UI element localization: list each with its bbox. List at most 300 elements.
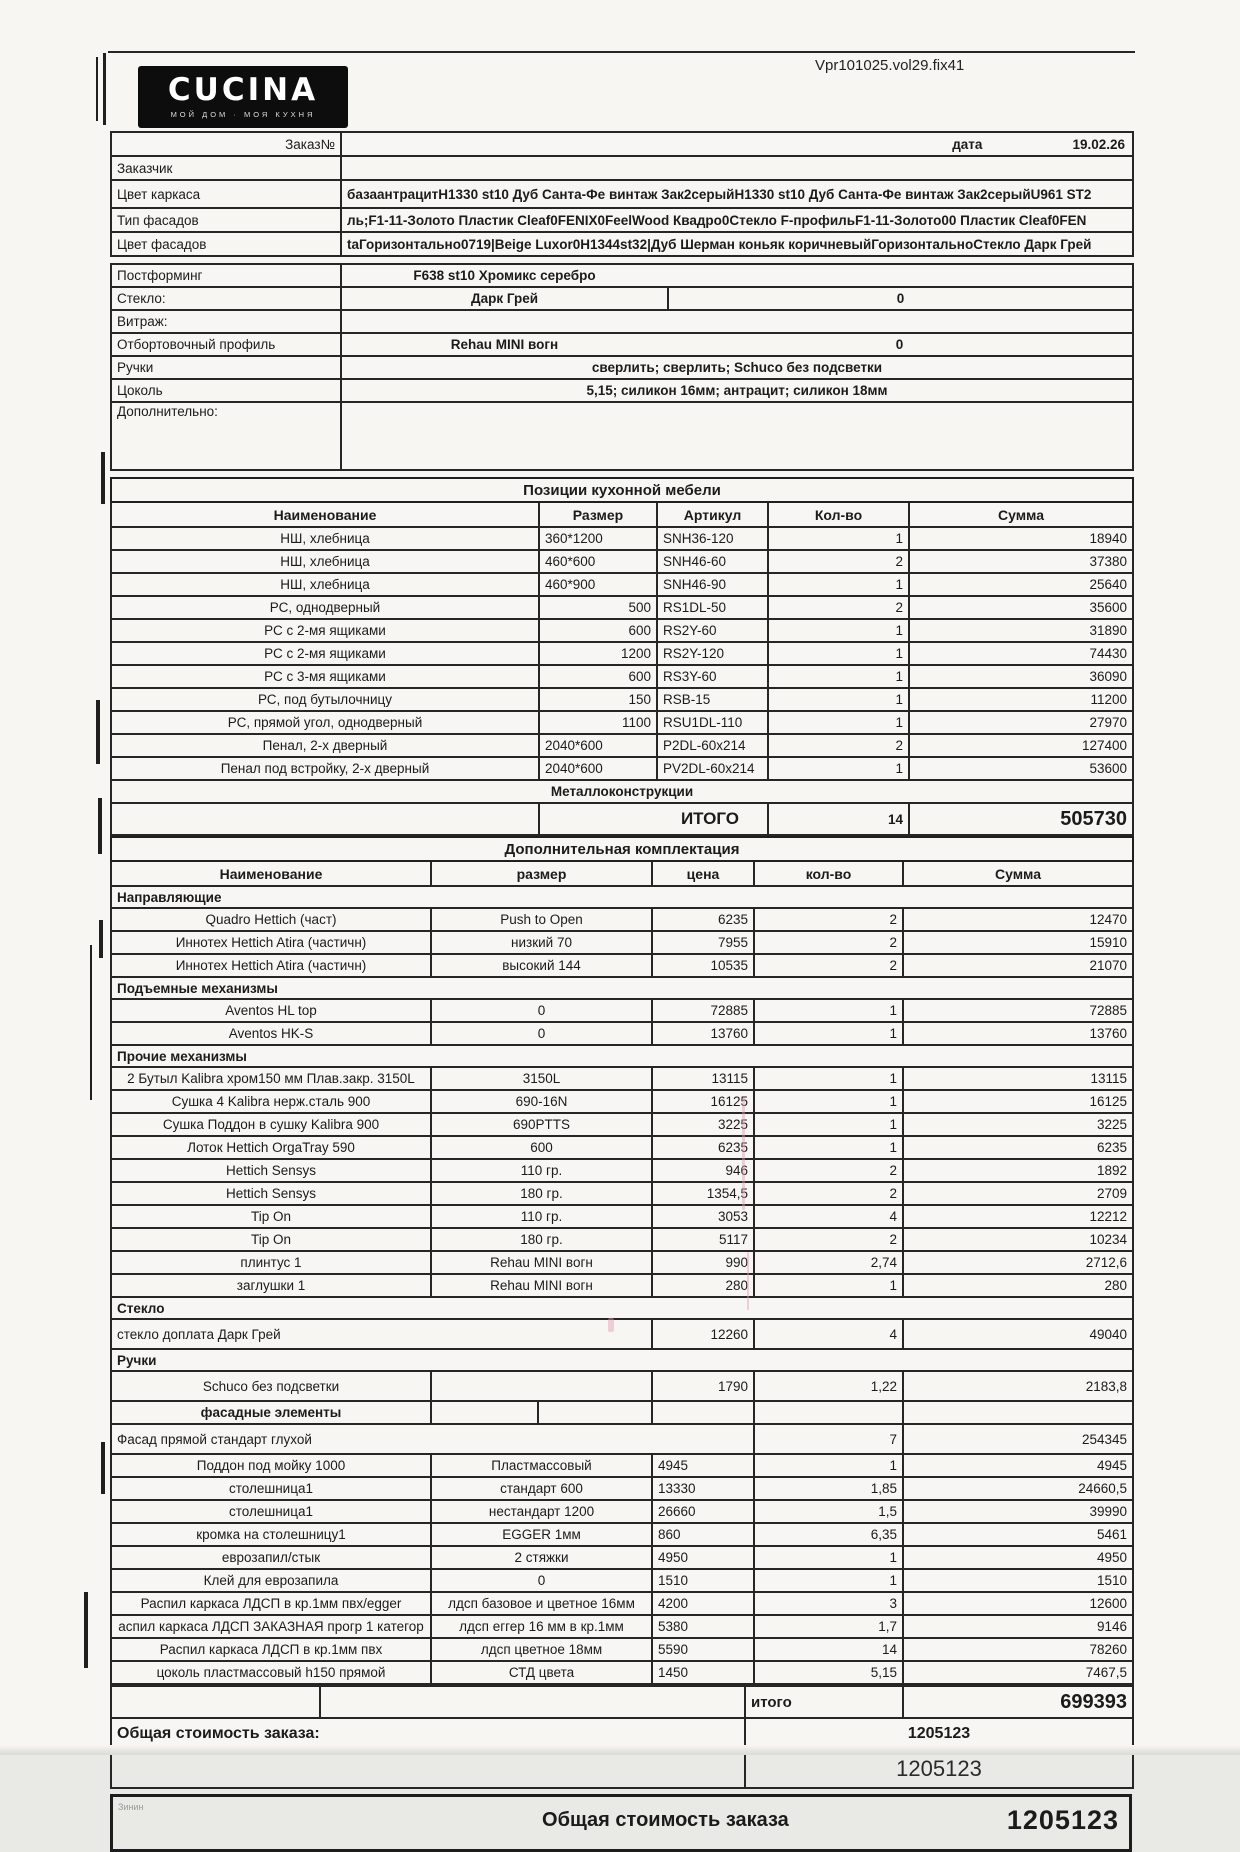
extra-sum: 12600: [903, 1592, 1133, 1615]
extra-name: аспил каркаса ЛДСП ЗАКАЗНАЯ прогр 1 категор: [111, 1615, 431, 1638]
extra-price: 946: [652, 1159, 754, 1182]
extra-price: 13330: [652, 1477, 754, 1500]
position-qty: 1: [768, 688, 909, 711]
table-row: [111, 1424, 1133, 1454]
extra-qty: 2: [754, 908, 903, 931]
position-name: Пенал под встройку, 2-х дверный: [111, 757, 539, 780]
extra-qty: 14: [754, 1638, 903, 1661]
extra-qty: 6,35: [754, 1523, 903, 1546]
position-article: SNH46-60: [657, 550, 768, 573]
metal-header: Металлоконструкции: [111, 780, 1133, 803]
extra-price: 5117: [652, 1228, 754, 1251]
profile-extra: 0: [895, 337, 904, 352]
total-label: ИТОГО: [539, 803, 768, 835]
scan-artifact: [96, 57, 98, 121]
col-header-size: размер: [431, 861, 652, 886]
extra-sum: 12470: [903, 908, 1133, 931]
position-size: 600: [539, 619, 657, 642]
brand-name: CUCINA: [167, 72, 319, 108]
glass-label: Стекло:: [111, 287, 341, 310]
extra-qty: 2: [754, 1228, 903, 1251]
table-row: [111, 711, 1133, 734]
extra-name: еврозапил/стык: [111, 1546, 431, 1569]
table-row: [111, 1228, 1133, 1251]
table-row: [111, 1319, 1133, 1349]
extra-name: Сушка 4 Kalibra нерж.сталь 900: [111, 1090, 431, 1113]
table-row: [111, 1090, 1133, 1113]
extra-price: 3053: [652, 1205, 754, 1228]
extra-qty: 1: [754, 1569, 903, 1592]
position-name: НШ, хлебница: [111, 573, 539, 596]
extra-price: 1450: [652, 1661, 754, 1684]
extra-qty: 1,22: [754, 1371, 903, 1401]
position-qty: 1: [768, 665, 909, 688]
col-header-sum: Сумма: [903, 861, 1133, 886]
extra-qty: 1: [754, 999, 903, 1022]
extra-sum: 16125: [903, 1090, 1133, 1113]
extra-sum: 280: [903, 1274, 1133, 1297]
extra-name: столешница1: [111, 1477, 431, 1500]
extra-name: Aventos HK-S: [111, 1022, 431, 1045]
facade-type-label: Тип фасадов: [111, 208, 341, 232]
extra-price: 6235: [652, 908, 754, 931]
position-qty: 2: [768, 596, 909, 619]
position-qty: 2: [768, 550, 909, 573]
position-name: РС, под бутылочницу: [111, 688, 539, 711]
table-row: [111, 180, 1133, 208]
table-row: [111, 1182, 1133, 1205]
extra-size: Rehau MINI вогн: [431, 1274, 652, 1297]
plinth-value-cell: [341, 379, 1133, 402]
position-name: РС с 2-мя ящиками: [111, 619, 539, 642]
position-article: P2DL-60x214: [657, 734, 768, 757]
extra-price: 1354,5: [652, 1182, 754, 1205]
customer-value: [341, 156, 1133, 180]
extra-sum: 78260: [903, 1638, 1133, 1661]
extra-qty: 1: [754, 1274, 903, 1297]
position-name: НШ, хлебница: [111, 550, 539, 573]
extra-qty: 1: [754, 1546, 903, 1569]
brand-tagline: МОЙ ДОМ · МОЯ КУХНЯ: [170, 110, 316, 119]
position-qty: 1: [768, 619, 909, 642]
table-row: [111, 1371, 1133, 1401]
extra-price: 4200: [652, 1592, 754, 1615]
extra-size: Rehau MINI вогн: [431, 1251, 652, 1274]
extra-sum: 254345: [903, 1424, 1133, 1454]
position-sum: 35600: [909, 596, 1133, 619]
scan-artifact: [103, 53, 106, 125]
extra-price: 860: [652, 1523, 754, 1546]
extra-sum: 4945: [903, 1454, 1133, 1477]
grand-total-value: 1205123: [745, 1718, 1133, 1750]
table-row: [111, 1523, 1133, 1546]
plinth-label: Цоколь: [111, 379, 341, 402]
glass-value: Дарк Грей: [470, 291, 539, 306]
table-row: [111, 908, 1133, 931]
extra-name: Quadro Hettich (част): [111, 908, 431, 931]
plinth-value: 5,15; силикон 16мм; антрацит; силикон 18мм: [586, 383, 888, 398]
table-row: [111, 757, 1133, 780]
extra-name: стекло доплата Дарк Грей: [111, 1319, 652, 1349]
extra-qty: 2,74: [754, 1251, 903, 1274]
extra-size: лдсп еггер 16 мм в кр.1мм: [431, 1615, 652, 1638]
extra-qty: 1: [754, 1454, 903, 1477]
scan-artifact: [101, 452, 105, 504]
positions-title: Позиции кухонной мебели: [111, 478, 1133, 502]
extra-name: Иннотех Hettich Atira (частичн): [111, 954, 431, 977]
table-row: [111, 573, 1133, 596]
position-article: RS1DL-50: [657, 596, 768, 619]
scan-artifact: [96, 700, 100, 764]
total-sum: 505730: [909, 803, 1133, 835]
extra-qty: 1,7: [754, 1615, 903, 1638]
scan-artifact: [99, 920, 103, 958]
extra-sum: 1892: [903, 1159, 1133, 1182]
extra-size: 110 гр.: [431, 1205, 652, 1228]
table-row: [111, 1205, 1133, 1228]
extra-qty: 1: [754, 1113, 903, 1136]
section-title: Подъемные механизмы: [111, 977, 1133, 999]
positions-title-row: [111, 478, 1133, 502]
final-total-bar: [110, 1794, 1132, 1852]
signature: Зинин: [118, 1802, 144, 1812]
table-row: [111, 619, 1133, 642]
extras-table: [110, 836, 1134, 1685]
extra-price: 4945: [652, 1454, 754, 1477]
extra-size: 110 гр.: [431, 1159, 652, 1182]
extra-name: Иннотех Hettich Atira (частичн): [111, 931, 431, 954]
section-title: Направляющие: [111, 886, 1133, 908]
extra-qty: 2: [754, 1182, 903, 1205]
profile-label: Отбортовочный профиль: [111, 333, 341, 356]
order-date-cell: [341, 132, 1133, 156]
table-row: [111, 931, 1133, 954]
extra-sum: 5461: [903, 1523, 1133, 1546]
profile-value: Rehau MINI вогн: [450, 337, 559, 352]
facade-type-value: ль;F1-11-Золото Пластик Cleaf0FENIX0FeelWood Квадро0Стекло F-профильF1-11-Золото00 Пластик Cleaf0FEN: [341, 208, 1133, 232]
position-article: SNH46-90: [657, 573, 768, 596]
table-row: [111, 1113, 1133, 1136]
scan-pink-streak: [747, 1252, 749, 1310]
position-size: 2040*600: [539, 757, 657, 780]
document-body: [110, 131, 1132, 1852]
extra-size: 2 стяжки: [431, 1546, 652, 1569]
positions-table: [110, 477, 1134, 836]
subtotal-row: [111, 1686, 1133, 1718]
table-row: [111, 402, 1133, 470]
extra-name: Распил каркаса ЛДСП в кр.1мм пвх/egger: [111, 1592, 431, 1615]
position-article: RS2Y-60: [657, 619, 768, 642]
extra-sum: 7467,5: [903, 1661, 1133, 1684]
col-header-qty: Кол-во: [768, 502, 909, 527]
split-cell: [431, 1401, 652, 1424]
table-row: [111, 954, 1133, 977]
extra-name: столешница1: [111, 1500, 431, 1523]
extra-sum: 2709: [903, 1182, 1133, 1205]
position-sum: 36090: [909, 665, 1133, 688]
scan-line-top: [108, 51, 1135, 53]
extra-price: 16125: [652, 1090, 754, 1113]
extra-size: Пластмассовый: [431, 1454, 652, 1477]
table-row: [111, 356, 1133, 379]
table-row: [111, 1251, 1133, 1274]
table-row: [111, 999, 1133, 1022]
position-sum: 74430: [909, 642, 1133, 665]
order-no-label: Заказ№: [111, 132, 341, 156]
extra-qty: 1: [754, 1090, 903, 1113]
facade-color-label: Цвет фасадов: [111, 232, 341, 256]
table-row: [111, 1454, 1133, 1477]
table-row: [111, 527, 1133, 550]
extra-size: 690PTTS: [431, 1113, 652, 1136]
extra-size: 600: [431, 1136, 652, 1159]
extra-sum: 4950: [903, 1546, 1133, 1569]
table-row: [111, 1159, 1133, 1182]
extra-name: Клей для еврозапила: [111, 1569, 431, 1592]
extra-sum: 72885: [903, 999, 1133, 1022]
position-size: 500: [539, 596, 657, 619]
extra-price: 7955: [652, 931, 754, 954]
table-row: [111, 287, 1133, 310]
scan-pink-streak: [742, 1098, 745, 1210]
postforming-value: F638 st10 Хромикс серебро: [413, 268, 596, 283]
position-sum: 11200: [909, 688, 1133, 711]
carcass-color-value: базаантрацитH1330 st10 Дуб Санта-Фе винтаж Зак2серыйH1330 st10 Дуб Санта-Фе винтаж Зак2серыйU961 ST2: [341, 180, 1133, 208]
position-name: РС с 3-мя ящиками: [111, 665, 539, 688]
extra-qty: 2: [754, 931, 903, 954]
extra-sum: 15910: [903, 931, 1133, 954]
carcass-color-label: Цвет каркаса: [111, 180, 341, 208]
scan-artifact: [101, 1442, 105, 1494]
extra-name: Hettich Sensys: [111, 1182, 431, 1205]
extra-name: Поддон под мойку 1000: [111, 1454, 431, 1477]
position-size: 150: [539, 688, 657, 711]
extra-sum: 2712,6: [903, 1251, 1133, 1274]
position-qty: 1: [768, 711, 909, 734]
footer-table: [110, 1685, 1134, 1789]
extra-size: 690-16N: [431, 1090, 652, 1113]
position-qty: 1: [768, 527, 909, 550]
extra-size: 180 гр.: [431, 1182, 652, 1205]
extra-sum: 2183,8: [903, 1371, 1133, 1401]
extra-name: Tip On: [111, 1205, 431, 1228]
position-qty: 2: [768, 734, 909, 757]
date-value: 19.02.26: [1072, 136, 1125, 152]
table-row: [111, 734, 1133, 757]
position-size: 1200: [539, 642, 657, 665]
grand-total-row-2: [111, 1750, 1133, 1788]
customer-label: Заказчик: [111, 156, 341, 180]
table-row: [111, 665, 1133, 688]
handles-label: Ручки: [111, 356, 341, 379]
table-row: [111, 1592, 1133, 1615]
total-spacer: [111, 803, 539, 835]
extra-sum: 39990: [903, 1500, 1133, 1523]
position-size: 360*1200: [539, 527, 657, 550]
extra-size: стандарт 600: [431, 1477, 652, 1500]
col-header-name: Наименование: [111, 861, 431, 886]
table-row: [111, 264, 1133, 287]
extra-sum: 10234: [903, 1228, 1133, 1251]
extra-name: Фасад прямой стандарт глухой: [111, 1424, 754, 1454]
spec-table: [110, 263, 1134, 471]
extra-name: Распил каркаса ЛДСП в кр.1мм пвх: [111, 1638, 431, 1661]
position-sum: 25640: [909, 573, 1133, 596]
extra-sum: 49040: [903, 1319, 1133, 1349]
extra-price: 13760: [652, 1022, 754, 1045]
position-article: SNH36-120: [657, 527, 768, 550]
postforming-value-cell: [341, 264, 1133, 287]
positions-header-row: [111, 502, 1133, 527]
extra-price: 5590: [652, 1638, 754, 1661]
extra-price: 12260: [652, 1319, 754, 1349]
table-row: [111, 1022, 1133, 1045]
extra-sum: 13115: [903, 1067, 1133, 1090]
table-row: [111, 1615, 1133, 1638]
total-qty: 14: [768, 803, 909, 835]
vitrage-value: [341, 310, 1133, 333]
extra-qty: 7: [754, 1424, 903, 1454]
additional-label: Дополнительно:: [111, 402, 341, 470]
col-header-price: цена: [652, 861, 754, 886]
position-article: RSU1DL-110: [657, 711, 768, 734]
section-row: [111, 977, 1133, 999]
extra-qty: 2: [754, 954, 903, 977]
final-total-value: 1205123: [1006, 1805, 1119, 1835]
table-row: [111, 1274, 1133, 1297]
position-article: RS3Y-60: [657, 665, 768, 688]
extra-name: Tip On: [111, 1228, 431, 1251]
extra-size: нестандарт 1200: [431, 1500, 652, 1523]
extra-price: 1510: [652, 1569, 754, 1592]
position-sum: 18940: [909, 527, 1133, 550]
positions-total-row: [111, 803, 1133, 835]
extra-name: Aventos HL top: [111, 999, 431, 1022]
position-name: Пенал, 2-х дверный: [111, 734, 539, 757]
extra-sum: 1510: [903, 1569, 1133, 1592]
section-title: Ручки: [111, 1349, 1133, 1371]
date-label: дата: [952, 136, 983, 152]
table-row: [111, 642, 1133, 665]
table-row: [111, 232, 1133, 256]
table-row: [111, 1638, 1133, 1661]
extra-price: 280: [652, 1274, 754, 1297]
table-row: [111, 333, 1133, 356]
extra-price: 4950: [652, 1546, 754, 1569]
table-row: [111, 1546, 1133, 1569]
position-size: 1100: [539, 711, 657, 734]
extra-qty: 4: [754, 1205, 903, 1228]
extra-price: 5380: [652, 1615, 754, 1638]
postforming-label: Постформинг: [111, 264, 341, 287]
extra-sum: 3225: [903, 1113, 1133, 1136]
scan-artifact: [84, 1592, 88, 1668]
position-size: 460*900: [539, 573, 657, 596]
position-qty: 1: [768, 573, 909, 596]
position-sum: 127400: [909, 734, 1133, 757]
section-row: [111, 1045, 1133, 1067]
extra-name: цоколь пластмассовый h150 прямой: [111, 1661, 431, 1684]
extra-size: высокий 144: [431, 954, 652, 977]
extra-price: 13115: [652, 1067, 754, 1090]
position-article: RSB-15: [657, 688, 768, 711]
glass-extra: 0: [667, 288, 1132, 309]
extra-size: СТД цвета: [431, 1661, 652, 1684]
extra-sum: 9146: [903, 1615, 1133, 1638]
subtotal-label: итого: [745, 1686, 903, 1718]
extra-name: Hettich Sensys: [111, 1159, 431, 1182]
extra-size: 0: [431, 999, 652, 1022]
subheader-row: [111, 1401, 1133, 1424]
table-row: [111, 132, 1133, 156]
handles-value-cell: [341, 356, 1133, 379]
table-row: [111, 1661, 1133, 1684]
facade-color-value: taГоризонтально0719|Beige Luxor0H1344st32|Дуб Шерман коньяк коричневыйГоризонтальноСтекло Дарк Грей: [341, 232, 1133, 256]
extra-size: EGGER 1мм: [431, 1523, 652, 1546]
table-row: [111, 596, 1133, 619]
extra-name: заглушки 1: [111, 1274, 431, 1297]
grand-total-value-2: 1205123: [745, 1750, 1133, 1788]
section-title: Прочие механизмы: [111, 1045, 1133, 1067]
table-row: [111, 550, 1133, 573]
subheader-title: фасадные элементы: [111, 1401, 431, 1424]
grand-total-label: Общая стоимость заказа:: [111, 1718, 745, 1750]
extra-qty: 1: [754, 1067, 903, 1090]
position-name: РС с 2-мя ящиками: [111, 642, 539, 665]
position-name: РС, прямой угол, однодверный: [111, 711, 539, 734]
extra-size: 0: [431, 1022, 652, 1045]
handles-value: сверлить; сверлить; Schuco без подсветки: [591, 360, 883, 375]
extra-qty: 1: [754, 1136, 903, 1159]
position-name: НШ, хлебница: [111, 527, 539, 550]
table-row: [111, 1500, 1133, 1523]
extra-name: Schuco без подсветки: [111, 1371, 431, 1401]
extra-qty: 1,5: [754, 1500, 903, 1523]
extra-qty: 2: [754, 1159, 903, 1182]
section-row: [111, 1297, 1133, 1319]
extra-name: Лоток Hettich OrgaTray 590: [111, 1136, 431, 1159]
col-header-size: Размер: [539, 502, 657, 527]
extras-header-row: [111, 861, 1133, 886]
table-row: [111, 1067, 1133, 1090]
extra-sum: 21070: [903, 954, 1133, 977]
metal-header-row: [111, 780, 1133, 803]
extra-qty: 1: [754, 1022, 903, 1045]
table-row: [111, 1136, 1133, 1159]
scan-artifact: [90, 945, 92, 1100]
extra-price: 10535: [652, 954, 754, 977]
table-row: [111, 379, 1133, 402]
position-size: 2040*600: [539, 734, 657, 757]
position-name: РС, однодверный: [111, 596, 539, 619]
table-row: [111, 310, 1133, 333]
extra-size: [431, 1371, 652, 1401]
final-total-label: Общая стоимость заказа: [542, 1809, 789, 1831]
scan-artifact: [98, 798, 102, 854]
position-sum: 27970: [909, 711, 1133, 734]
extras-title: Дополнительная комплектация: [111, 837, 1133, 861]
extra-size: 0: [431, 1569, 652, 1592]
col-header-name: Наименование: [111, 502, 539, 527]
position-sum: 53600: [909, 757, 1133, 780]
glass-value-cell: [341, 287, 1133, 310]
position-article: PV2DL-60x214: [657, 757, 768, 780]
table-row: [111, 1477, 1133, 1500]
order-header-table: [110, 131, 1134, 257]
extra-size: 180 гр.: [431, 1228, 652, 1251]
extra-price: 26660: [652, 1500, 754, 1523]
position-size: 460*600: [539, 550, 657, 573]
